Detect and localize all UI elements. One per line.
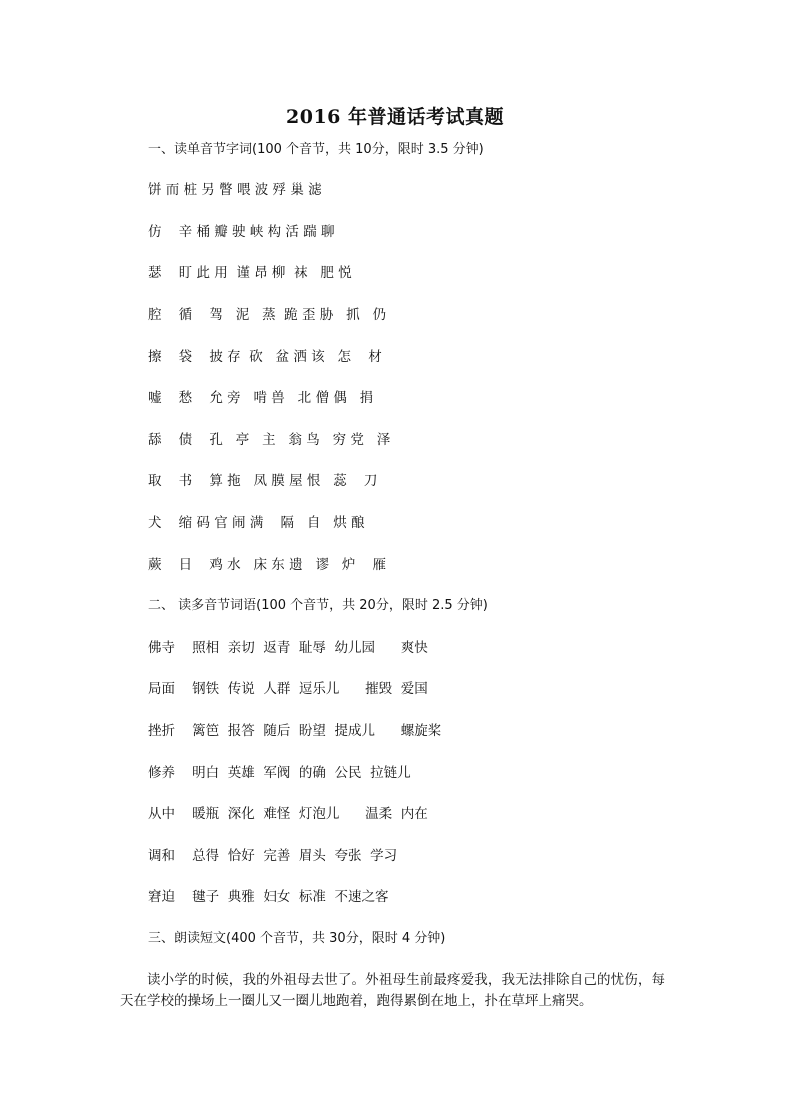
section-2-row: 局面 钢铁 传说 人群 逗乐儿 摧毁 爱国 <box>148 681 428 697</box>
section-1-row: 擦 袋 披 存 砍 盆 洒 该 怎 材 <box>148 349 382 365</box>
section-1-row: 饼 而 桩 另 瞥 喂 波 殍 巢 滤 <box>148 182 322 198</box>
section-2-row: 窘迫 毽子 典雅 妇女 标准 不速之客 <box>148 889 389 905</box>
section-1-row: 瑟 盯 此 用 谨 昂 柳 袜 肥 悦 <box>148 265 352 281</box>
section-1-row: 腔 循 驾 泥 蒸 跪 歪 胁 抓 仍 <box>148 307 386 323</box>
section-2-row: 从中 暖瓶 深化 难怪 灯泡儿 温柔 内在 <box>148 806 428 822</box>
section-2-row: 佛寺 照相 亲切 返青 耻辱 幼儿园 爽快 <box>148 640 428 656</box>
section-2-row: 修养 明白 英雄 军阀 的确 公民 拉链儿 <box>148 765 411 781</box>
section-2-heading: 二、 读多音节词语(100 个音节，共 20分，限时 2.5 分钟) <box>148 598 488 613</box>
section-1-row: 犬 缩 码 官 闹 满 隔 自 烘 酿 <box>148 515 365 531</box>
section-2-row: 挫折 篱笆 报答 随后 盼望 提成儿 螺旋桨 <box>148 723 442 739</box>
section-1-row: 仿 辛 桶 瓣 驶 峡 构 活 踹 聊 <box>148 224 335 240</box>
section-1-row: 蕨 日 鸡 水 床 东 遗 谬 炉 雁 <box>148 557 386 573</box>
section-1-row: 嘘 愁 允 旁 啃 兽 北 僧 偶 捐 <box>148 390 374 406</box>
section-1-row: 舔 债 孔 亭 主 翁 鸟 穷 党 泽 <box>148 432 391 448</box>
section-1-heading: 一、读单音节字词(100 个音节，共 10分，限时 3.5 分钟) <box>148 142 484 157</box>
section-3-heading: 三、朗读短文(400 个音节，共 30分，限时 4 分钟) <box>148 931 446 946</box>
section-2-row: 调和 总得 恰好 完善 眉头 夸张 学习 <box>148 848 398 864</box>
reading-passage: 读小学的时候，我的外祖母去世了。外祖母生前最疼爱我，我无法排除自己的忧伤，每天在学校的操场上一圈儿又一圈儿地跑着，跑得累倒在地上，扑在草坪上痛哭。 <box>120 972 665 1009</box>
page-title: 2016 年普通话考试真题 <box>286 106 504 128</box>
section-1-row: 取 书 算 拖 凤 膜 屋 恨 蕊 刀 <box>148 473 378 489</box>
